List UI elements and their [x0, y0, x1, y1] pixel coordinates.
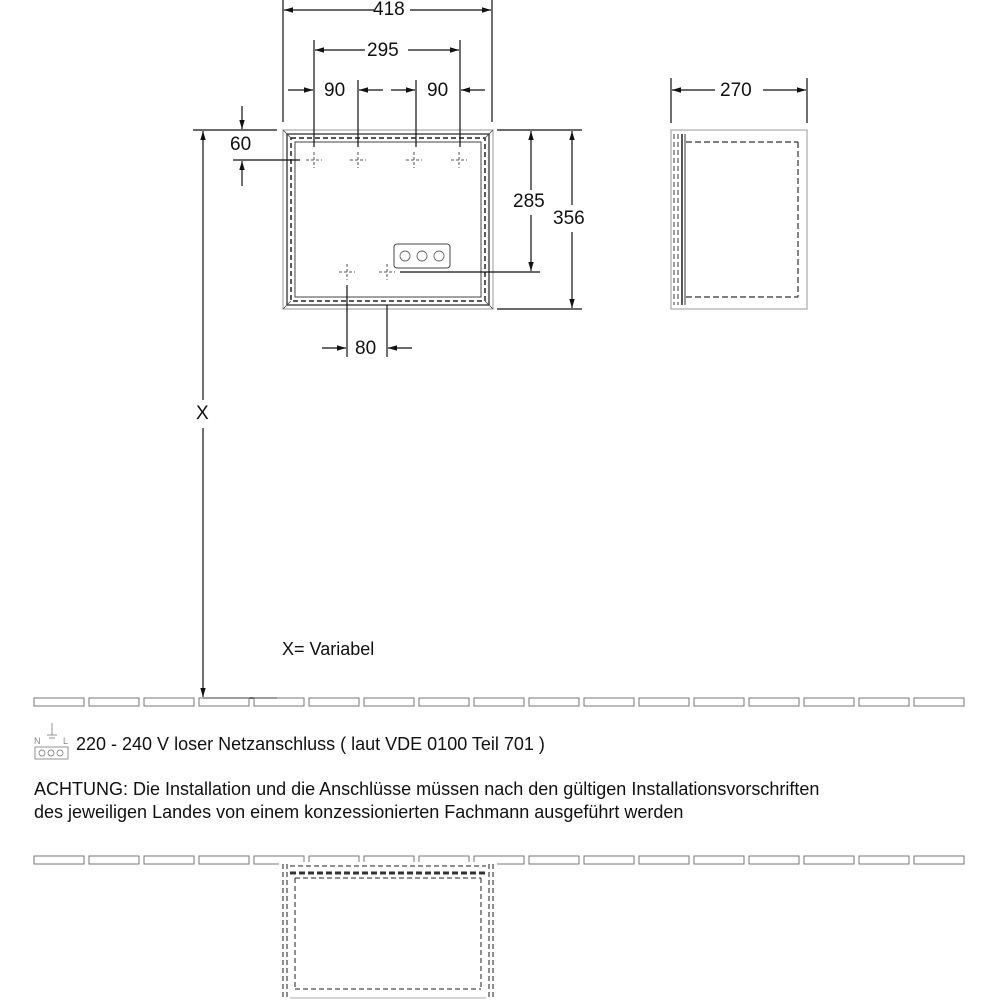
- dim-height-total: 356: [553, 208, 585, 229]
- dim-width-total: 418: [373, 0, 405, 20]
- mounting-hole-marks: [306, 152, 467, 280]
- dim-edge-offset-right: 90: [427, 80, 449, 101]
- dim-hole-spacing: 295: [367, 40, 399, 61]
- top-view-cabinet: [279, 862, 497, 1000]
- dim-top-offset: 60: [230, 134, 252, 155]
- dim-height-to-socket: 285: [513, 191, 545, 212]
- wall-tiles-upper: [34, 698, 964, 706]
- warning-line-2: des jeweiligen Landes von einem konzessionierten Fachmann ausgeführt werden: [34, 802, 684, 822]
- warning-line-1: ACHTUNG: Die Installation und die Anschlüsse müssen nach den gültigen Installationsvorschriften: [34, 779, 820, 799]
- neutral-label: N: [34, 736, 41, 746]
- dim-floor-distance: X: [196, 403, 209, 424]
- socket-icon: [394, 244, 450, 268]
- dim-depth: 270: [720, 80, 752, 101]
- dim-lower-hole-spacing: 80: [355, 338, 377, 359]
- live-label: L: [63, 736, 69, 746]
- front-view-cabinet: [283, 130, 493, 309]
- dim-edge-offset-left: 90: [324, 80, 346, 101]
- electrical-spec: 220 - 240 V loser Netzanschluss ( laut VDE 0100 Teil 701 ): [76, 734, 545, 754]
- wall-tiles-lower: [34, 856, 964, 864]
- side-view-cabinet: [671, 130, 807, 309]
- variable-legend: X= Variabel: [282, 639, 375, 659]
